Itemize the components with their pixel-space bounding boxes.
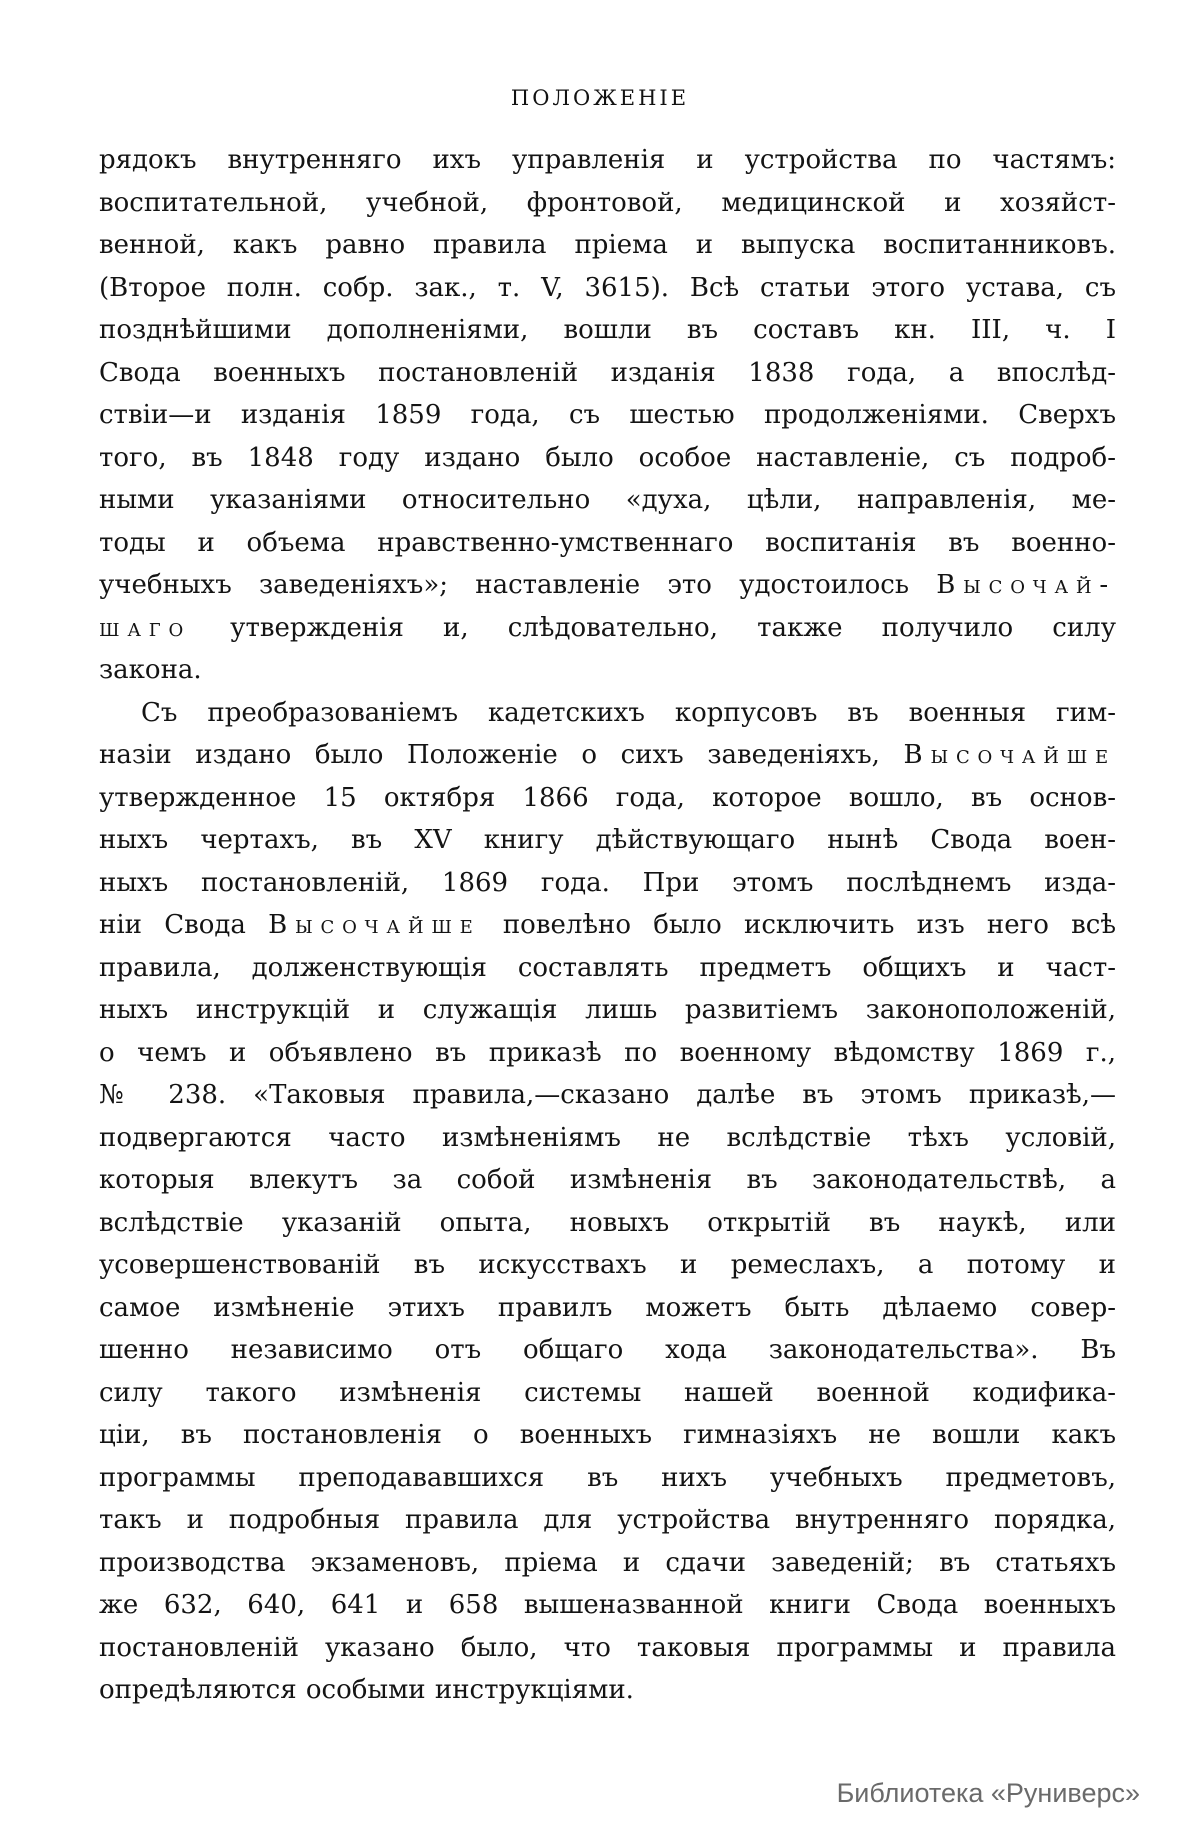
- text-line: [99, 564, 1116, 607]
- text-segment: производства экзаменовъ, пріема и сдачи заведеній; въ статьяхъ: [99, 1547, 1116, 1578]
- text-line: [99, 1669, 1116, 1712]
- text-line: [99, 1329, 1116, 1372]
- text-segment: позднѣйшими дополненіями, вошли въ составъ кн. III, ч. I: [99, 315, 1116, 345]
- text-segment: ными указаніями относительно «духа, цѣли, направленія, ме-: [99, 485, 1116, 515]
- text-segment: закона.: [99, 655, 202, 685]
- text-segment: же 632, 640, 641 и 658 вышеназванной книги Свода военныхъ: [99, 1590, 1116, 1620]
- text-segment: правила, долженствующія составлять предметъ общихъ и част-: [99, 952, 1116, 983]
- text-line: [99, 1414, 1116, 1457]
- text-segment: вслѣдствіе указаній опыта, новыхъ открытій въ наукѣ, или: [99, 1207, 1116, 1238]
- text-line: [99, 1499, 1116, 1542]
- letterspaced-word: Высочайше: [268, 910, 481, 940]
- text-line: [99, 862, 1116, 905]
- text-line: [99, 1074, 1116, 1117]
- text-segment: которыя влекутъ за собой измѣненія въ законодательствѣ, а: [99, 1165, 1116, 1195]
- text-segment: постановленій указано было, что таковыя программы и правила: [99, 1632, 1116, 1663]
- text-segment: ціи, въ постановленія о военныхъ гимназіяхъ не вошли какъ: [99, 1420, 1116, 1450]
- letterspaced-word: Высочайше: [903, 740, 1116, 770]
- text-segment: самое измѣненіе этихъ правилъ можетъ быть дѣлаемо совер-: [99, 1292, 1116, 1323]
- text-line: [99, 989, 1116, 1032]
- text-line: [99, 394, 1116, 437]
- text-line: [99, 224, 1116, 267]
- text-segment: рядокъ внутренняго ихъ управленія и устройства по частямъ:: [99, 145, 1116, 175]
- text-segment: опредѣляются особыми инструкціями.: [99, 1675, 634, 1705]
- text-segment: утвержденное 15 октября 1866 года, которое вошло, въ основ-: [99, 782, 1116, 813]
- text-segment: такъ и подробныя правила для устройства внутренняго порядка,: [99, 1505, 1116, 1535]
- text-line: [99, 904, 1116, 947]
- text-segment: воспитательной, учебной, фронтовой, медицинской и хозяйст-: [99, 187, 1116, 218]
- letterspaced-word: шаго: [99, 612, 192, 643]
- text-line: [99, 1287, 1116, 1330]
- text-line: [99, 182, 1116, 225]
- text-segment: учебныхъ заведеніяхъ»; наставленіе это удостоилось: [99, 570, 937, 600]
- text-segment: назіи издано было Положеніе о сихъ заведеніяхъ,: [99, 740, 904, 770]
- text-line: [99, 1584, 1116, 1627]
- text-line: [99, 1244, 1116, 1287]
- text-segment: повелѣно было исключить изъ него всѣ: [480, 910, 1116, 940]
- text-segment: № 238. «Таковыя правила,—сказано далѣе въ этомъ приказѣ,—: [99, 1080, 1116, 1110]
- text-line: [99, 777, 1116, 820]
- text-segment: о чемъ и объявлено въ приказѣ по военному вѣдомству 1869 г.,: [99, 1037, 1116, 1068]
- letterspaced-word: Высочай-: [936, 570, 1116, 600]
- text-segment: Съ преобразованіемъ кадетскихъ корпусовъ въ военныя гим-: [141, 697, 1116, 728]
- text-segment: Свода военныхъ постановленій изданія 1838 года, а впослѣд-: [99, 357, 1116, 388]
- text-line: [99, 437, 1116, 480]
- runivers-watermark: Библиотека «Руниверс»: [836, 1778, 1140, 1808]
- text-segment: шенно независимо отъ общаго хода законодательства». Въ: [99, 1335, 1116, 1365]
- text-line: [99, 1117, 1116, 1160]
- text-segment: утвержденія и, слѣдовательно, также получило силу: [191, 612, 1116, 643]
- text-line: [99, 819, 1116, 862]
- text-line: [99, 479, 1116, 522]
- text-line: [99, 267, 1116, 310]
- text-block: [99, 139, 1116, 1712]
- text-line: [99, 1202, 1116, 1245]
- text-line: [99, 1372, 1116, 1415]
- text-line: [99, 1542, 1116, 1585]
- text-segment: ніи Свода: [99, 910, 269, 940]
- text-line: [99, 1032, 1116, 1075]
- text-segment: программы преподававшихся въ нихъ учебныхъ предметовъ,: [99, 1462, 1116, 1493]
- text-segment: ныхъ инструкцій и служащія лишь развитіемъ законоположеній,: [99, 995, 1116, 1025]
- text-line: [99, 734, 1116, 777]
- text-segment: (Второе полн. собр. зак., т. V, 3615). Всѣ статьи этого устава, съ: [99, 272, 1116, 303]
- text-segment: ныхъ чертахъ, въ XV книгу дѣйствующаго нынѣ Свода воен-: [99, 825, 1116, 855]
- text-line: [99, 649, 1116, 692]
- text-segment: ныхъ постановленій, 1869 года. При этомъ послѣднемъ изда-: [99, 867, 1116, 898]
- text-segment: тоды и объема нравственно-умственнаго воспитанія въ военно-: [99, 527, 1116, 558]
- text-segment: силу такого измѣненія системы нашей военной кодифика-: [99, 1377, 1116, 1408]
- text-line: [99, 522, 1116, 565]
- text-segment: венной, какъ равно правила пріема и выпуска воспитанниковъ.: [99, 230, 1116, 260]
- text-segment: подвергаются часто измѣненіямъ не вслѣдствіе тѣхъ условій,: [99, 1122, 1116, 1153]
- text-line: [99, 947, 1116, 990]
- text-line: [99, 1457, 1116, 1500]
- text-line: [99, 692, 1116, 735]
- text-line: [99, 1627, 1116, 1670]
- text-line: [99, 607, 1116, 650]
- text-segment: усовершенствованій въ искусствахъ и ремеслахъ, а потому и: [99, 1250, 1116, 1280]
- text-segment: ствіи—и изданія 1859 года, съ шестью продолженіями. Сверхъ: [99, 400, 1116, 430]
- text-segment: того, въ 1848 году издано было особое наставленіе, съ подроб-: [99, 442, 1116, 473]
- text-line: [99, 309, 1116, 352]
- text-line: [99, 139, 1116, 182]
- running-header: ПОЛОЖЕНІЕ: [510, 86, 690, 110]
- text-line: [99, 1159, 1116, 1202]
- text-line: [99, 352, 1116, 395]
